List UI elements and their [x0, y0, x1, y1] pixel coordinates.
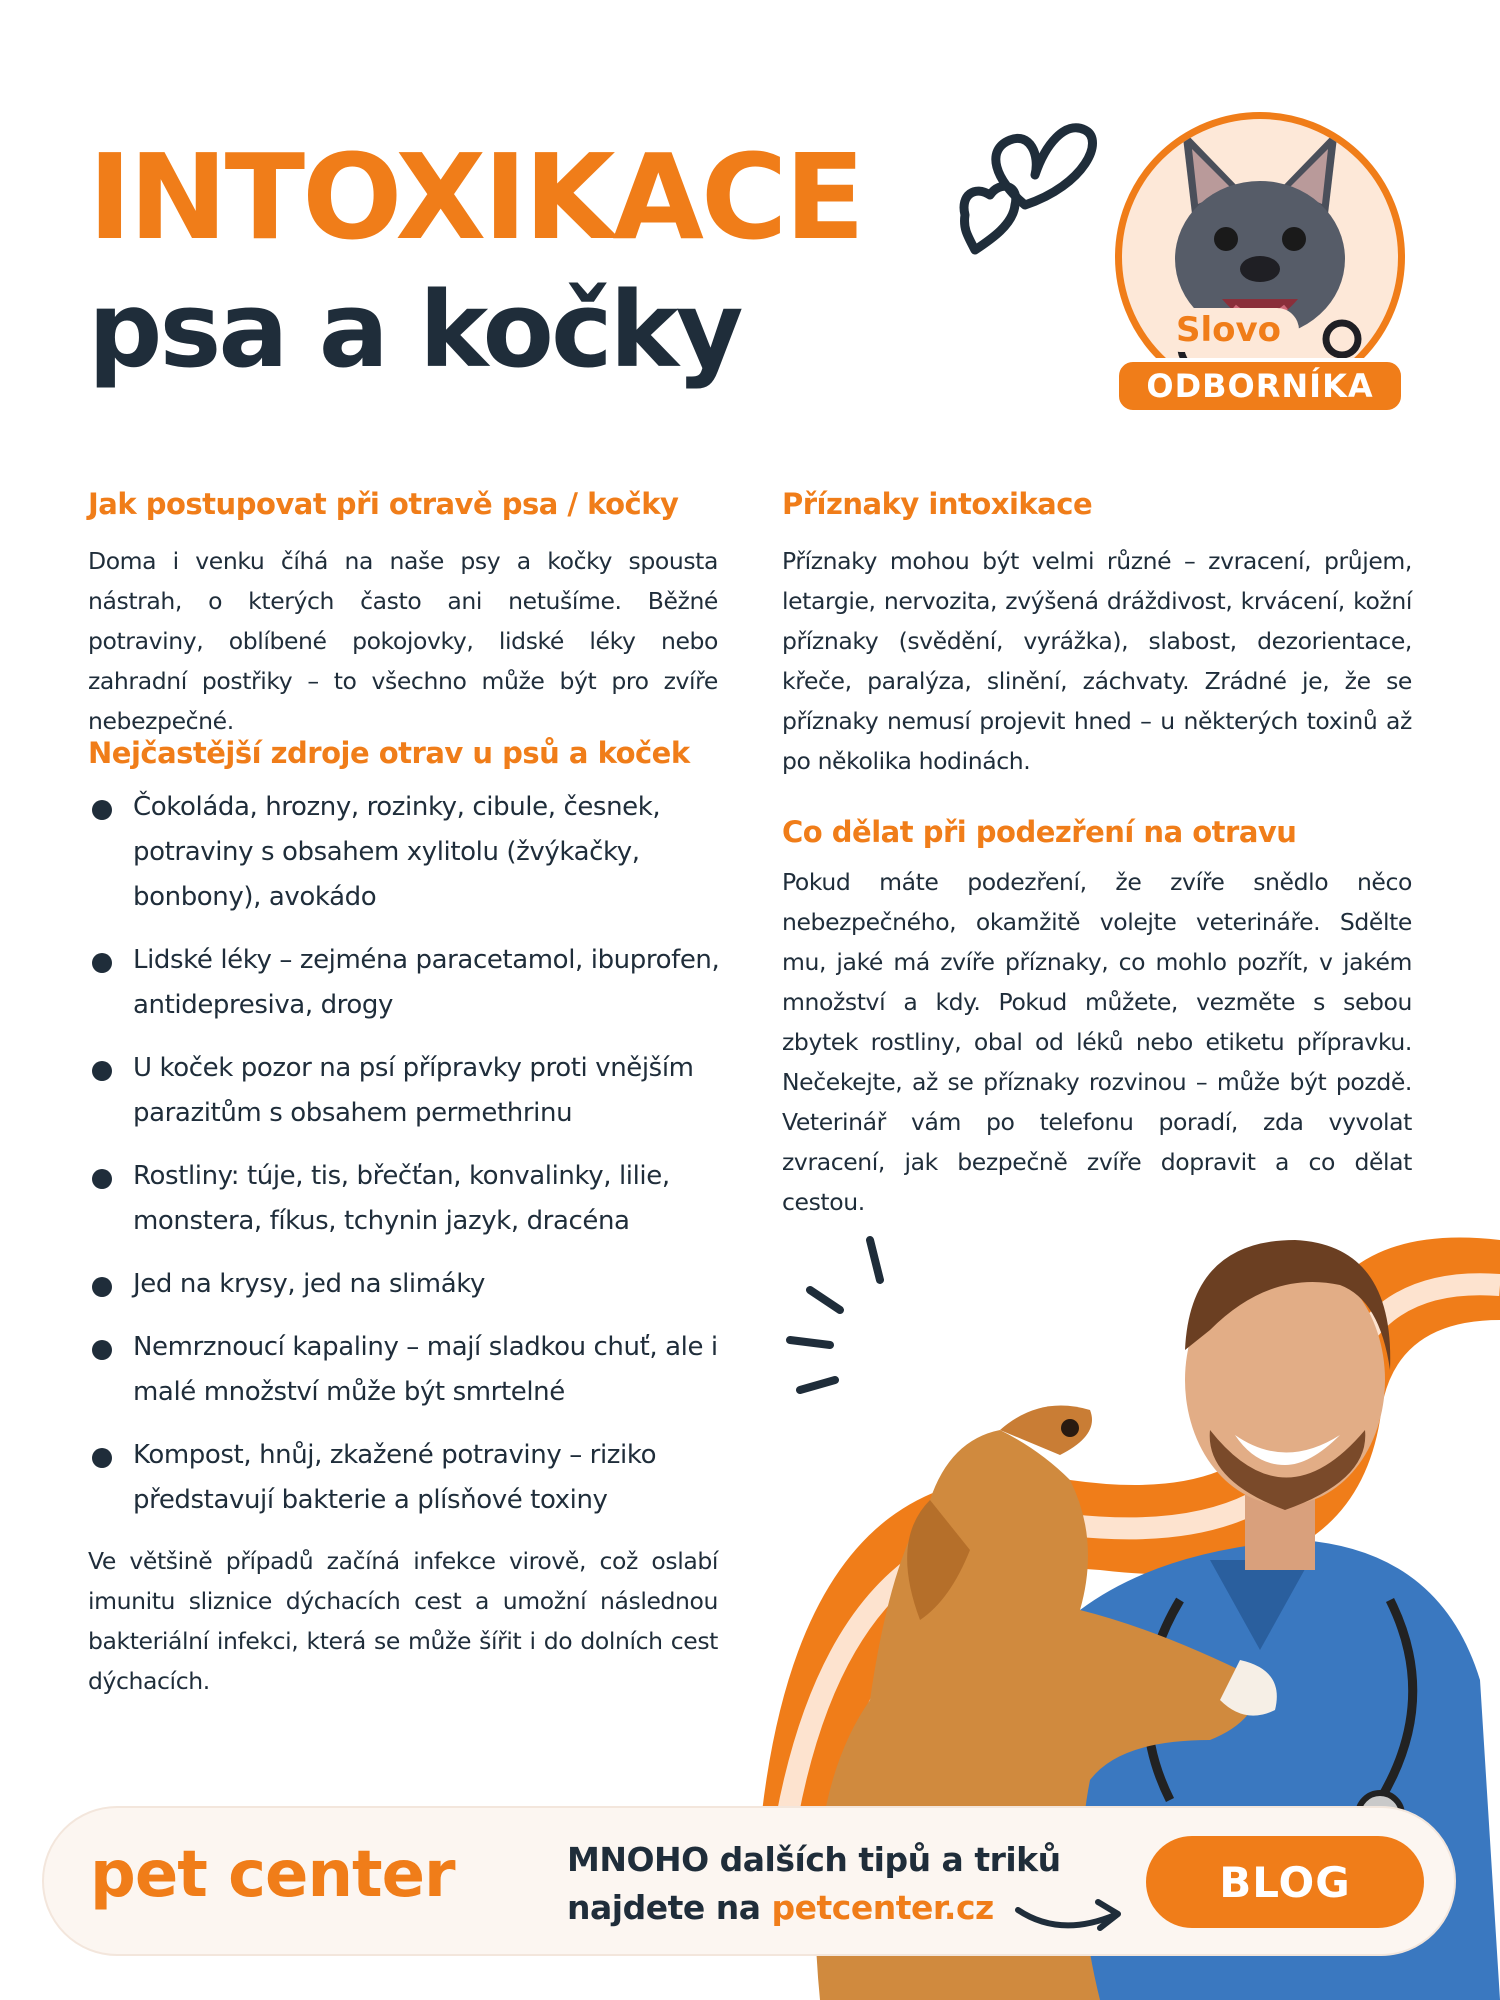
bulldog-icon [1122, 119, 1398, 395]
footer-tip-line2: najdete na petcenter.cz [567, 1888, 994, 1927]
pet-center-logo: pet center [90, 1838, 455, 1912]
expert-badge-word2: ODBORNÍKA [1115, 358, 1405, 414]
title-line-1: INTOXIKACE [88, 128, 863, 266]
list-item: Lidské léky – zejména paracetamol, ibuprofen, antidepresiva, drogy [88, 938, 728, 1028]
title-line-2: psa a kočky [88, 269, 741, 391]
heading-symptoms: Příznaky intoxikace [782, 487, 1093, 521]
list-item: Čokoláda, hrozny, rozinky, cibule, česnek, potraviny s obsahem xylitolu (žvýkačky, bonbony), avokádo [88, 785, 728, 920]
bullet-icon [92, 1277, 112, 1297]
footer-tip [567, 1836, 1061, 1932]
bullet-icon [92, 1448, 112, 1468]
symptoms-paragraph: Příznaky mohou být velmi různé – zvracení, průjem, letargie, nervozita, zvýšená dráždivost, krvácení, kožní příznaky (svědění, vyrážka), slabost, dezorientace, křeče, paralýza, slinění, záchvaty. Zrádné je, že se příznaky nemusí projevit hned – u některých toxinů až po několika hodinách. [782, 547, 1412, 775]
bullet-icon [92, 953, 112, 973]
poison-sources-list [88, 785, 728, 1541]
arrow-right-icon [1010, 1880, 1130, 1940]
closing-paragraph: Ve většině případů začíná infekce virově, což oslabí imunitu sliznice dýchacích cest a umožní následnou bakteriální infekci, která se může šířit i do dolních cest dýchacích. [88, 1547, 718, 1695]
list-item: Jed na krysy, jed na slimáky [88, 1262, 728, 1307]
heading-what-to-do: Co dělat při podezření na otravu [782, 815, 1297, 849]
bullet-icon [92, 1340, 112, 1360]
expert-badge-word1: Slovo [1158, 308, 1299, 352]
list-item: U koček pozor na psí přípravky proti vnějším parazitům s obsahem permethrinu [88, 1046, 728, 1136]
what-to-do-paragraph: Pokud máte podezření, že zvíře snědlo něco nebezpečného, okamžitě volejte veterináře. Sdělte mu, jaké má zvíře příznaky, co mohlo pozřít, v jakém množství a kdy. Pokud můžete, vezměte s sebou zbytek rostliny, obal od léků nebo etiketu přípravku. Nečekejte, až se příznaky rozvinou – může být pozdě. Veterinář vám po telefonu poradí, zda vyvolat zvracení, jak bezpečně zvíře dopravit a co dělat cestou. [782, 868, 1412, 1216]
blog-button[interactable]: BLOG [1146, 1836, 1424, 1928]
expert-badge [1110, 90, 1410, 420]
footer-tip-line1: MNOHO dalších tipů a triků [567, 1840, 1061, 1879]
list-item: Rostliny: túje, tis, břečťan, konvalinky, lilie, monstera, fíkus, tchynin jazyk, dracéna [88, 1154, 728, 1244]
hearts-icon [955, 110, 1120, 290]
bullet-icon [92, 1169, 112, 1189]
website-link[interactable]: petcenter.cz [771, 1888, 994, 1927]
intro-paragraph: Doma i venku číhá na naše psy a kočky spousta nástrah, o kterých často ani netušíme. Běžné potraviny, oblíbené pokojovky, lidské léky nebo zahradní postřiky – to všechno může být pro zvíře nebezpečné. [88, 547, 718, 735]
heading-common-sources: Nejčastější zdroje otrav u psů a koček [88, 736, 690, 770]
bullet-icon [92, 800, 112, 820]
heading-how-to-proceed: Jak postupovat při otravě psa / kočky [88, 487, 679, 521]
list-item: Nemrznoucí kapaliny – mají sladkou chuť, ale i malé množství může být smrtelné [88, 1325, 728, 1415]
list-item: Kompost, hnůj, zkažené potraviny – riziko představují bakterie a plísňové toxiny [88, 1433, 728, 1523]
bullet-icon [92, 1061, 112, 1081]
